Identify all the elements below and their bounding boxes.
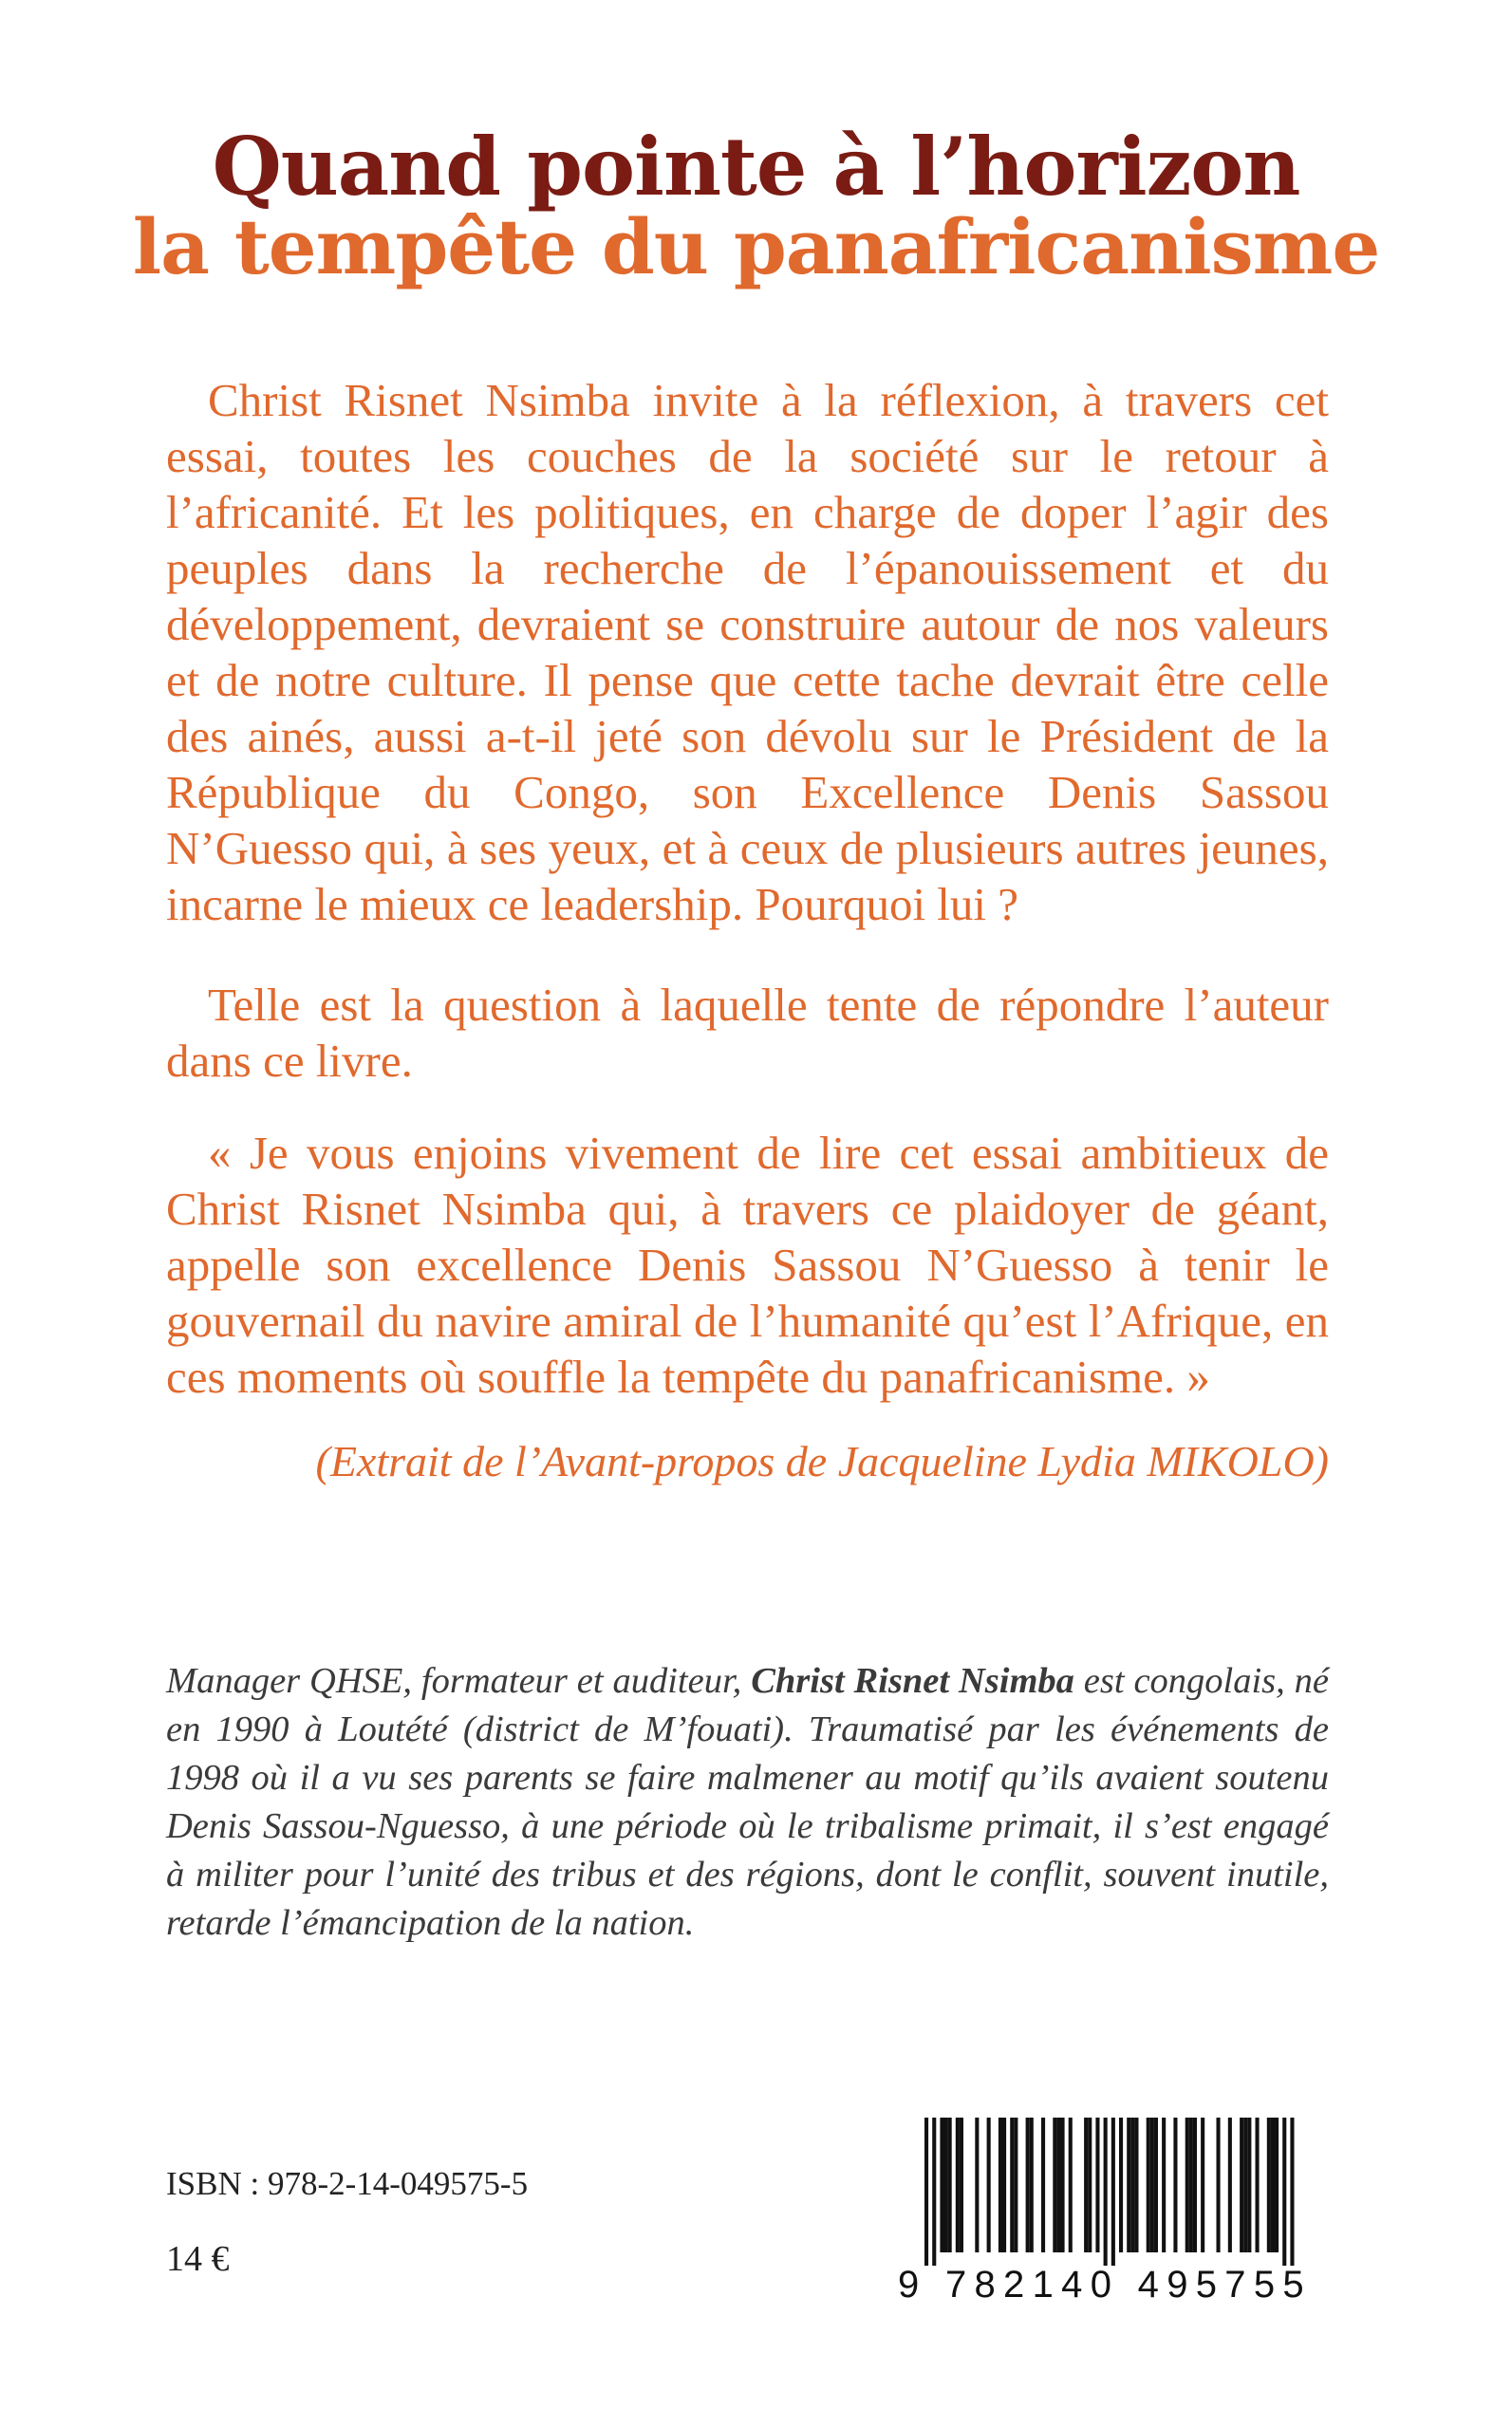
barcode-bar — [1053, 2118, 1056, 2252]
price: 14 € — [166, 2239, 230, 2279]
barcode-bar — [1267, 2118, 1271, 2252]
title-line-1: Quand pointe à l’horizon — [212, 120, 1300, 214]
barcode-bar — [1240, 2118, 1243, 2252]
barcode-bar — [1088, 2118, 1092, 2252]
barcode-bar — [1271, 2118, 1275, 2252]
barcode-bar — [1014, 2118, 1017, 2252]
author-bio — [166, 1657, 1329, 1948]
barcode-bar — [1127, 2118, 1130, 2252]
barcode-bar — [1154, 2118, 1158, 2252]
barcode-bars — [898, 2118, 1327, 2266]
barcode-guard-bar — [932, 2118, 936, 2266]
barcode-bar — [1069, 2118, 1073, 2252]
barcode — [898, 2118, 1327, 2317]
barcode-bar — [1061, 2118, 1065, 2252]
barcode-bar — [1185, 2118, 1189, 2252]
barcode-bar — [975, 2118, 979, 2252]
barcode-bar — [1095, 2118, 1099, 2252]
barcode-guard-bar — [924, 2118, 928, 2266]
barcode-bar — [1275, 2118, 1279, 2252]
summary-quote — [166, 1125, 1329, 1405]
barcode-bar — [1147, 2118, 1150, 2252]
barcode-bar — [1162, 2118, 1166, 2252]
barcode-bar — [1201, 2118, 1204, 2252]
barcode-bar — [1243, 2118, 1247, 2252]
barcode-bar — [1228, 2118, 1232, 2252]
barcode-bar — [1150, 2118, 1154, 2252]
barcode-guard-bar — [1282, 2118, 1286, 2266]
barcode-bar — [944, 2118, 948, 2252]
barcode-bar — [1256, 2118, 1260, 2252]
barcode-bar — [956, 2118, 960, 2252]
barcode-bar — [948, 2118, 952, 2252]
barcode-guard-bar — [1290, 2118, 1294, 2266]
author-bio-intro: Manager QHSE, formateur et auditeur, — [166, 1661, 752, 1701]
barcode-bar — [1010, 2118, 1014, 2252]
title-line-2: la tempête du panafricanisme — [132, 202, 1380, 291]
barcode-bar — [1173, 2118, 1177, 2252]
summary-paragraph-1 — [166, 372, 1329, 932]
barcode-bar — [960, 2118, 963, 2252]
barcode-bar — [1030, 2118, 1034, 2252]
barcode-bar — [1056, 2118, 1060, 2252]
barcode-bar — [1134, 2118, 1138, 2252]
barcode-bar — [1130, 2118, 1134, 2252]
barcode-guard-bar — [1111, 2118, 1115, 2266]
author-name: Christ Risnet Nsimba — [751, 1661, 1074, 1701]
barcode-bar — [1189, 2118, 1193, 2252]
barcode-bar — [1026, 2118, 1030, 2252]
barcode-bar — [940, 2118, 943, 2252]
barcode-bar — [1084, 2118, 1088, 2252]
summary-paragraph-2 — [166, 977, 1329, 1089]
barcode-bar — [987, 2118, 991, 2252]
barcode-bar — [1119, 2118, 1123, 2252]
barcode-bar — [1193, 2118, 1197, 2252]
barcode-digits: 9 782140 495755 — [898, 2264, 1312, 2306]
summary-paragraph-1-text: Christ Risnet Nsimba invite à la réflexion, à travers cet essai, toutes les couches de la société sur le retour à l’africanité. Et les politiques, en charge de doper l’agir des peuples dans la recherche de l’épanouissement et du développement, devraient se construire autour de nos valeurs et de notre culture. Il pense que cette tache devrait être celle des ainés, aussi a-t-il jeté son dévolu sur le Président de la République du Congo, son Excellence Denis Sassou N’Guesso qui, à ses yeux, et à ceux de plusieurs autres jeunes, incarne le mieux ce leadership. Pourquoi lui ? — [166, 374, 1329, 930]
author-bio-details: est congolais, né en 1990 à Loutété (district de M’fouati). Traumatisé par les événements de 1998 où il a vu ses parents se faire malmener au motif qu’ils avaient soutenu Denis Sassou-Nguesso, à une période où le tribalisme primait, il s’est engagé à militer pour l’unité des tribus et des régions, dont le conflit, souvent inutile, retarde l’émancipation de la nation. — [166, 1661, 1330, 1943]
barcode-guard-bar — [1104, 2118, 1108, 2266]
barcode-bar — [1002, 2118, 1006, 2252]
isbn: ISBN : 978-2-14-049575-5 — [166, 2165, 529, 2202]
barcode-bar — [999, 2118, 1002, 2252]
quote-source: (Extrait de l’Avant-propos de Jacqueline Lydia MIKOLO) — [315, 1437, 1329, 1485]
barcode-bar — [1041, 2118, 1045, 2252]
summary-paragraph-2-text: Telle est la question à laquelle tente de répondre l’auteur dans ce livre. — [166, 979, 1329, 1087]
barcode-bar — [1217, 2118, 1221, 2252]
barcode-bar — [1247, 2118, 1251, 2252]
summary-quote-text: « Je vous enjoins vivement de lire cet essai ambitieux de Christ Risnet Nsimba qui, à travers ce plaidoyer de géant, appelle son excellence Denis Sassou N’Guesso à tenir le gouvernail du navire amiral de l’humanité qu’est l’Afrique, en ces moments où souffle la tempête du panafricanisme. » — [166, 1127, 1329, 1403]
